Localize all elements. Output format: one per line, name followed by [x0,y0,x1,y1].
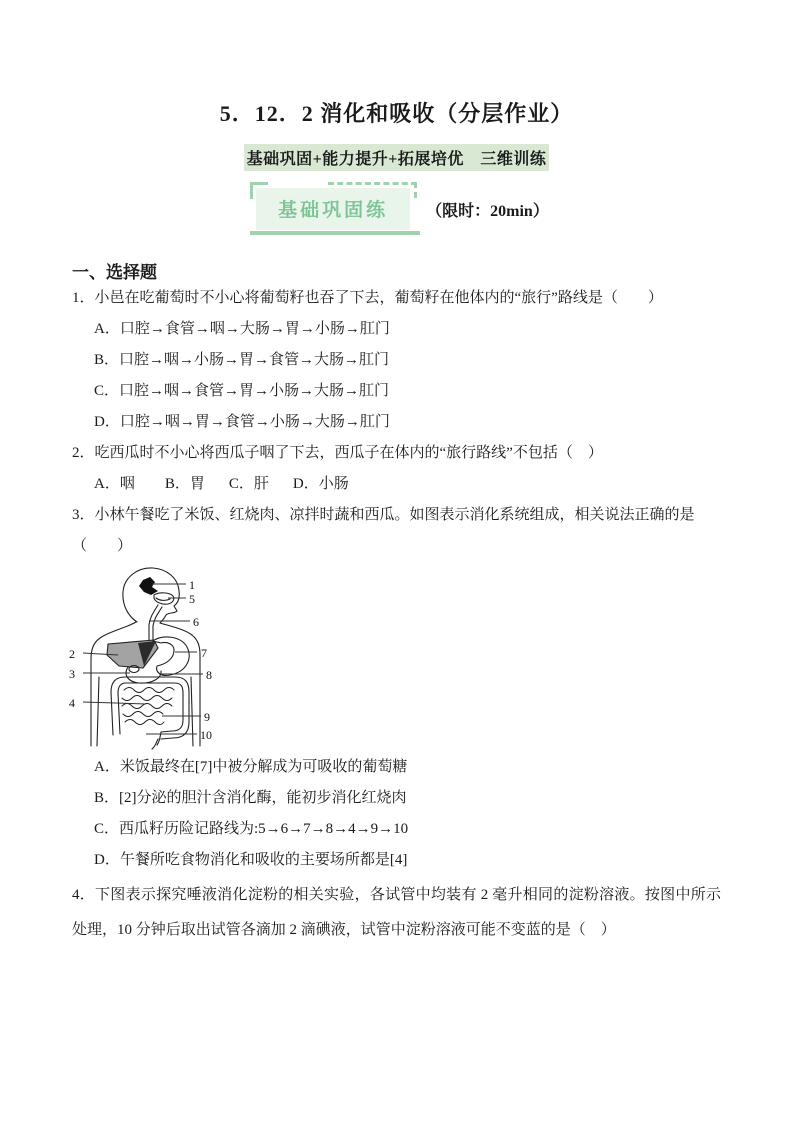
hip-line-left [97,677,99,746]
question-1-stem: 1．小邑在吃葡萄时不小心将葡萄籽也吞了下去，葡萄籽在他体内的“旅行”路线是（ ） [72,290,663,306]
hip-line-right [191,677,193,746]
answer-option: D．午餐所吃食物消化和吸收的主要场所都是[4] [94,852,408,868]
answer-option: D．小肠 [292,476,349,492]
diagram-label-4: 4 [69,696,75,710]
answer-option: A．咽 [94,476,135,492]
head-outline [123,568,179,623]
answer-option: B．口腔→咽→小肠→胃→食管→大肠→肛门 [94,352,390,368]
subtitle-banner: 基础巩固+能力提升+拓展培优 三维训练 [244,144,550,171]
subtitle-row [72,144,721,171]
diagram-label-2: 2 [69,647,75,661]
diagram-label-9: 9 [204,710,210,724]
label-line-4 [83,702,146,704]
badge-row [78,185,727,233]
salivary-gland-shape [139,577,158,595]
rectum-shape [152,732,161,749]
question-1 [72,283,721,438]
answer-option: B．胃 [164,476,205,492]
answer-option: C．肝 [228,476,269,492]
time-limit-label: （限时：20min） [426,202,549,220]
section-heading-choice-questions: 一、选择题 [72,263,157,282]
answer-option: D．口腔→咽→胃→食管→小肠→大肠→肛门 [94,414,390,430]
diagram-label-5: 5 [189,592,195,606]
tongue-line [156,598,170,600]
page-title: 5．12．2 消化和吸收（分层作业） [219,101,574,126]
diagram-label-6: 6 [193,615,199,629]
answer-option: C．口腔→咽→食管→胃→小肠→大肠→肛门 [94,383,390,399]
small-intestine-coils [122,688,174,725]
diagram-label-1: 1 [189,578,195,592]
basic-practice-badge [256,188,410,230]
question-3-stem: 3．小林午餐吃了米饭、红烧肉、凉拌时蔬和西瓜。如图表示消化系统组成，相关说法正确的是（ ） [72,507,695,554]
digestive-system-diagram [62,565,237,751]
answer-option: A．米饭最终在[7]中被分解成为可吸收的葡萄糖 [94,759,408,775]
diagram-label-3: 3 [69,667,75,681]
large-intestine-inner [118,683,183,734]
question-1-options [94,314,721,438]
badge-bottom-bar-decoration [250,231,420,235]
duodenum-loop [126,667,161,683]
question-4-stem: 4．下图表示探究唾液消化淀粉的相关实验，各试管中均装有 2 毫升相同的淀粉溶液。按图中所示处理，10 分钟后取出试管各滴加 2 滴碘液，试管中淀粉溶液可能不变蓝的是（ ） [72,887,721,938]
answer-option: B．[2]分泌的胆汁含消化酶，能初步消化红烧肉 [94,790,407,806]
diagram-label-7: 7 [201,646,207,660]
question-3 [69,500,721,876]
answer-option: A．口腔→食管→咽→大肠→胃→小肠→肛门 [94,321,390,337]
answer-option: C．西瓜籽历险记路线为:5→6→7→8→4→9→10 [94,821,409,837]
question-4 [72,878,721,948]
question-2-options [94,469,721,500]
badge-label: 基础巩固练 [278,200,389,221]
digestive-system-figure [62,565,721,751]
diagram-label-8: 8 [206,668,212,682]
diagram-label-10: 10 [200,728,212,742]
question-2-stem: 2．吃西瓜时不小心将西瓜子咽了下去，西瓜子在体内的“旅行路线”不包括（ ） [72,445,603,461]
question-2 [72,438,721,500]
stomach-shape [153,637,189,676]
question-3-options [94,752,721,876]
